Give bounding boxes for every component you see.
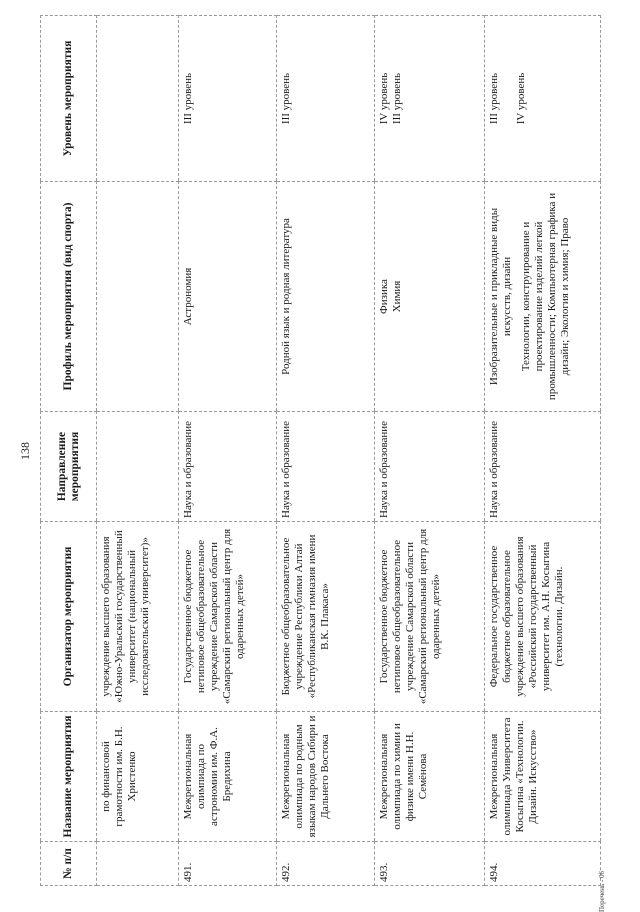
table-row — [277, 16, 375, 886]
row-organizer: Государственное бюджетное нетиповое общеобразовательное учреждение Самарской области «Самарский региональный центр для одаренных детей» — [179, 522, 277, 712]
row-level — [375, 16, 485, 182]
table-row — [375, 16, 485, 886]
row-level — [97, 16, 179, 182]
table-row — [97, 16, 179, 886]
profile-value: Химия — [391, 280, 403, 313]
profile-value: Технологии, конструирование и проектирование изделий легкой промышленности; Компьютерная графика и дизайн; Экология и химия; Право — [520, 192, 571, 401]
row-profile: Астрономия — [179, 182, 277, 412]
profile-value: Изобразительные и прикладные виды искусств, дизайн — [488, 207, 513, 386]
level-value: III уровень — [488, 72, 500, 125]
header-level: Уровень мероприятия — [41, 16, 97, 182]
row-direction: Наука и образование — [485, 412, 601, 522]
rotated-sheet — [18, 16, 606, 912]
row-num — [97, 842, 179, 886]
level-value: III уровень — [391, 72, 403, 125]
table-row — [179, 16, 277, 886]
header-name: Название мероприятия — [41, 712, 97, 842]
row-profile — [97, 182, 179, 412]
row-organizer: Государственное бюджетное нетиповое общеобразовательное учреждение Самарской области «Самарский региональный центр для одаренных детей» — [375, 522, 485, 712]
row-profile: Родной язык и родная литература — [277, 182, 375, 412]
level-value: III уровень — [280, 72, 292, 125]
row-organizer: Бюджетное общеобразовательное учреждение Республики Алтай «Республиканская гимназия имени В.К. Плакаса» — [277, 522, 375, 712]
row-name: по финансовой грамотности им. Б.Н. Христенко — [97, 712, 179, 842]
row-name: Межрегиональная олимпиада Университета Косыгина «Технологии. Дизайн. Искусство» — [485, 712, 601, 842]
row-organizer: учреждение высшего образования «Южно-Уральский государственный университет (национальный исследовательский университет)» — [97, 522, 179, 712]
header-direction: Направление мероприятия — [41, 412, 97, 522]
row-direction — [97, 412, 179, 522]
profile-value: Физика — [378, 279, 390, 314]
events-table — [40, 15, 601, 886]
header-num: № п/п — [41, 842, 97, 886]
row-name: Межрегиональная олимпиада по астрономии им. Ф.А. Бредихина — [179, 712, 277, 842]
page-number: 138 — [18, 442, 32, 460]
row-direction: Наука и образование — [277, 412, 375, 522]
row-profile — [375, 182, 485, 412]
row-name: Межрегиональная олимпиада по химии и физике имени Н.Н. Семёнова — [375, 712, 485, 842]
header-organizer: Организатор мероприятия — [41, 522, 97, 712]
level-value: III уровень — [182, 72, 194, 125]
level-value: IV уровень — [378, 72, 390, 125]
row-level — [277, 16, 375, 182]
row-num: 494. — [485, 842, 601, 886]
row-organizer: Федеральное государственное бюджетное образовательное учреждение высшего образования «Российский государственный университет им. А.Н. Косыгина (технологии. Дизайн. — [485, 522, 601, 712]
row-num: 493. — [375, 842, 485, 886]
row-level — [485, 16, 601, 182]
header-profile: Профиль мероприятия (вид спорта) — [41, 182, 97, 412]
row-name: Межрегиональная олимпиада по родным языкам народов Сибири и Дальнего Востока — [277, 712, 375, 842]
row-num: 491. — [179, 842, 277, 886]
row-num: 492. — [277, 842, 375, 886]
table-header-row — [41, 16, 97, 886]
row-direction: Наука и образование — [375, 412, 485, 522]
table-row — [485, 16, 601, 886]
footer-stamp: Перечень - 06 — [598, 871, 606, 912]
level-value: IV уровень — [515, 72, 527, 125]
row-level — [179, 16, 277, 182]
row-profile — [485, 182, 601, 412]
row-direction: Наука и образование — [179, 412, 277, 522]
